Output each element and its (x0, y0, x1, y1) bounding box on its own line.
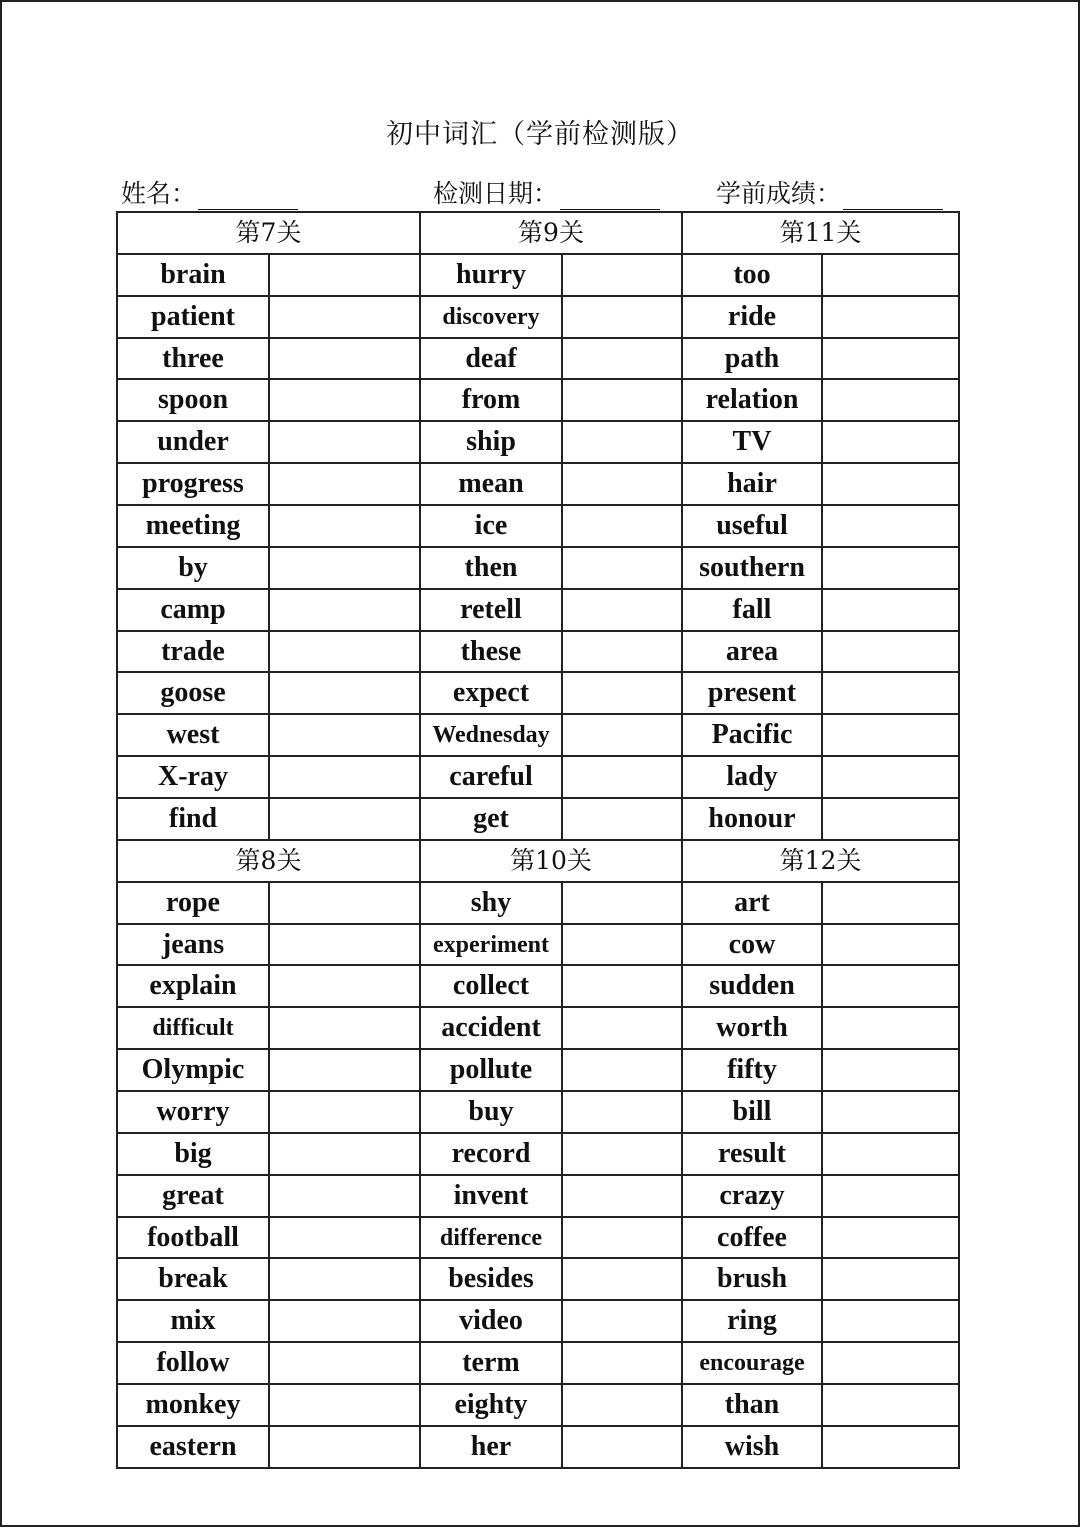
answer-cell[interactable] (822, 1384, 959, 1426)
table-row (117, 798, 959, 840)
answer-cell[interactable] (822, 1175, 959, 1217)
vocab-word: jeans (117, 924, 269, 966)
vocab-word: difference (420, 1217, 562, 1259)
vocab-word: brush (682, 1258, 822, 1300)
vocab-word: get (420, 798, 562, 840)
answer-cell[interactable] (822, 882, 959, 924)
answer-cell[interactable] (562, 1133, 682, 1175)
vocab-word: Olympic (117, 1049, 269, 1091)
vocab-word: then (420, 547, 562, 589)
answer-cell[interactable] (269, 1258, 420, 1300)
vocab-word: buy (420, 1091, 562, 1133)
answer-cell[interactable] (822, 547, 959, 589)
table-row (117, 1258, 959, 1300)
answer-cell[interactable] (562, 1091, 682, 1133)
vocab-word: worth (682, 1007, 822, 1049)
answer-cell[interactable] (269, 589, 420, 631)
vocab-word: area (682, 631, 822, 673)
vocab-word: ring (682, 1300, 822, 1342)
vocab-word: find (117, 798, 269, 840)
vocab-word: difficult (117, 1007, 269, 1049)
answer-cell[interactable] (822, 714, 959, 756)
answer-cell[interactable] (562, 254, 682, 296)
vocab-word: deaf (420, 338, 562, 380)
table-row (117, 631, 959, 673)
vocab-word: spoon (117, 379, 269, 421)
vocab-word: mean (420, 463, 562, 505)
table-row (117, 1342, 959, 1384)
level-header: 第7关 (117, 212, 420, 254)
vocab-word: accident (420, 1007, 562, 1049)
answer-cell[interactable] (562, 1342, 682, 1384)
answer-cell[interactable] (562, 463, 682, 505)
vocab-word: expect (420, 672, 562, 714)
answer-cell[interactable] (822, 338, 959, 380)
answer-cell[interactable] (269, 338, 420, 380)
vocab-word: progress (117, 463, 269, 505)
level-header: 第12关 (682, 840, 959, 882)
name-blank[interactable] (198, 183, 298, 210)
vocab-word: under (117, 421, 269, 463)
answer-cell[interactable] (269, 924, 420, 966)
table-row (117, 338, 959, 380)
answer-cell[interactable] (269, 421, 420, 463)
level-header: 第9关 (420, 212, 682, 254)
answer-cell[interactable] (269, 965, 420, 1007)
answer-cell[interactable] (562, 1049, 682, 1091)
answer-cell[interactable] (822, 1049, 959, 1091)
vocab-table (116, 211, 960, 1469)
answer-cell[interactable] (562, 421, 682, 463)
answer-cell[interactable] (562, 631, 682, 673)
table-row (117, 254, 959, 296)
table-row (117, 1300, 959, 1342)
answer-cell[interactable] (269, 254, 420, 296)
vocab-word: shy (420, 882, 562, 924)
table-row (117, 1091, 959, 1133)
vocab-word: big (117, 1133, 269, 1175)
vocab-word: too (682, 254, 822, 296)
table-row (117, 924, 959, 966)
vocab-word: sudden (682, 965, 822, 1007)
table-row (117, 965, 959, 1007)
table-row (117, 589, 959, 631)
answer-cell[interactable] (269, 505, 420, 547)
vocab-word: ride (682, 296, 822, 338)
answer-cell[interactable] (562, 505, 682, 547)
vocab-word: present (682, 672, 822, 714)
vocab-word: eighty (420, 1384, 562, 1426)
vocab-word: three (117, 338, 269, 380)
answer-cell[interactable] (562, 1217, 682, 1259)
answer-cell[interactable] (562, 1258, 682, 1300)
vocab-word: cow (682, 924, 822, 966)
answer-cell[interactable] (822, 1133, 959, 1175)
answer-cell[interactable] (269, 1007, 420, 1049)
table-row (117, 296, 959, 338)
answer-cell[interactable] (562, 296, 682, 338)
vocab-word: explain (117, 965, 269, 1007)
vocab-word: term (420, 1342, 562, 1384)
vocab-word: southern (682, 547, 822, 589)
answer-cell[interactable] (562, 714, 682, 756)
answer-cell[interactable] (822, 379, 959, 421)
answer-cell[interactable] (822, 1217, 959, 1259)
vocab-word: rope (117, 882, 269, 924)
answer-cell[interactable] (822, 672, 959, 714)
vocab-word: video (420, 1300, 562, 1342)
level-header: 第11关 (682, 212, 959, 254)
vocab-word: these (420, 631, 562, 673)
answer-cell[interactable] (822, 1426, 959, 1468)
vocab-word: path (682, 338, 822, 380)
answer-cell[interactable] (269, 756, 420, 798)
vocab-word: X-ray (117, 756, 269, 798)
answer-cell[interactable] (822, 1300, 959, 1342)
answer-cell[interactable] (269, 547, 420, 589)
vocab-word: Wednesday (420, 714, 562, 756)
answer-cell[interactable] (269, 1300, 420, 1342)
answer-cell[interactable] (269, 1426, 420, 1468)
answer-cell[interactable] (822, 589, 959, 631)
answer-cell[interactable] (269, 1384, 420, 1426)
answer-cell[interactable] (562, 924, 682, 966)
answer-cell[interactable] (822, 965, 959, 1007)
answer-cell[interactable] (562, 338, 682, 380)
answer-cell[interactable] (562, 1384, 682, 1426)
answer-cell[interactable] (822, 463, 959, 505)
answer-cell[interactable] (562, 756, 682, 798)
vocab-word: fall (682, 589, 822, 631)
vocab-word: follow (117, 1342, 269, 1384)
answer-cell[interactable] (562, 589, 682, 631)
answer-cell[interactable] (562, 1175, 682, 1217)
answer-cell[interactable] (269, 1342, 420, 1384)
table-row (117, 1007, 959, 1049)
table-row (117, 1133, 959, 1175)
answer-cell[interactable] (269, 1217, 420, 1259)
answer-cell[interactable] (562, 1007, 682, 1049)
vocab-word: worry (117, 1091, 269, 1133)
vocab-word: ship (420, 421, 562, 463)
vocab-word: hurry (420, 254, 562, 296)
answer-cell[interactable] (822, 505, 959, 547)
level-header: 第10关 (420, 840, 682, 882)
answer-cell[interactable] (822, 798, 959, 840)
info-row (0, 174, 1080, 210)
vocab-word: retell (420, 589, 562, 631)
vocab-word: collect (420, 965, 562, 1007)
name-field[interactable] (121, 174, 298, 210)
answer-cell[interactable] (822, 756, 959, 798)
table-row (117, 714, 959, 756)
vocab-word: discovery (420, 296, 562, 338)
answer-cell[interactable] (269, 798, 420, 840)
vocab-word: break (117, 1258, 269, 1300)
vocab-word: lady (682, 756, 822, 798)
table-row (117, 505, 959, 547)
answer-cell[interactable] (269, 296, 420, 338)
vocab-word: mix (117, 1300, 269, 1342)
vocab-word: trade (117, 631, 269, 673)
answer-cell[interactable] (562, 547, 682, 589)
answer-cell[interactable] (822, 924, 959, 966)
vocab-word: by (117, 547, 269, 589)
score-blank[interactable] (843, 183, 943, 210)
vocab-word: great (117, 1175, 269, 1217)
vocab-word: from (420, 379, 562, 421)
answer-cell[interactable] (822, 421, 959, 463)
table-row (117, 882, 959, 924)
vocab-word: crazy (682, 1175, 822, 1217)
vocab-word: relation (682, 379, 822, 421)
answer-cell[interactable] (269, 882, 420, 924)
vocab-word: her (420, 1426, 562, 1468)
vocab-word: coffee (682, 1217, 822, 1259)
vocab-word: wish (682, 1426, 822, 1468)
vocab-word: hair (682, 463, 822, 505)
section-header-row (117, 840, 959, 882)
answer-cell[interactable] (562, 1426, 682, 1468)
score-field[interactable] (716, 174, 943, 210)
table-row (117, 421, 959, 463)
answer-cell[interactable] (269, 1133, 420, 1175)
score-label: 学前成绩： (716, 179, 842, 208)
vocab-word: TV (682, 421, 822, 463)
vocab-word: west (117, 714, 269, 756)
vocab-word: besides (420, 1258, 562, 1300)
page-title: 初中词汇（学前检测版） (386, 119, 694, 150)
date-field[interactable] (433, 174, 660, 210)
vocab-word: goose (117, 672, 269, 714)
vocab-word: meeting (117, 505, 269, 547)
vocab-word: useful (682, 505, 822, 547)
answer-cell[interactable] (269, 463, 420, 505)
table-row (117, 672, 959, 714)
answer-cell[interactable] (562, 379, 682, 421)
answer-cell[interactable] (822, 1007, 959, 1049)
section-header-row (117, 212, 959, 254)
table-row (117, 1426, 959, 1468)
vocab-word: eastern (117, 1426, 269, 1468)
answer-cell[interactable] (562, 882, 682, 924)
answer-cell[interactable] (562, 672, 682, 714)
answer-cell[interactable] (822, 1258, 959, 1300)
vocab-word: camp (117, 589, 269, 631)
answer-cell[interactable] (269, 1049, 420, 1091)
date-blank[interactable] (560, 183, 660, 210)
table-row (117, 756, 959, 798)
vocab-word: monkey (117, 1384, 269, 1426)
answer-cell[interactable] (562, 798, 682, 840)
vocab-word: brain (117, 254, 269, 296)
vocab-word: football (117, 1217, 269, 1259)
vocab-word: pollute (420, 1049, 562, 1091)
answer-cell[interactable] (562, 1300, 682, 1342)
vocab-word: than (682, 1384, 822, 1426)
answer-cell[interactable] (562, 965, 682, 1007)
table-row (117, 463, 959, 505)
name-label: 姓名： (121, 179, 197, 208)
date-label: 检测日期： (433, 179, 559, 208)
vocab-word: patient (117, 296, 269, 338)
table-row (117, 379, 959, 421)
answer-cell[interactable] (269, 379, 420, 421)
table-row (117, 1217, 959, 1259)
vocab-word: honour (682, 798, 822, 840)
answer-cell[interactable] (822, 1342, 959, 1384)
answer-cell[interactable] (269, 631, 420, 673)
table-row (117, 1175, 959, 1217)
vocab-word: ice (420, 505, 562, 547)
table-row (117, 547, 959, 589)
answer-cell[interactable] (822, 254, 959, 296)
answer-cell[interactable] (269, 672, 420, 714)
answer-cell[interactable] (822, 1091, 959, 1133)
answer-cell[interactable] (269, 1175, 420, 1217)
vocab-word: Pacific (682, 714, 822, 756)
answer-cell[interactable] (269, 714, 420, 756)
answer-cell[interactable] (269, 1091, 420, 1133)
vocab-word: experiment (420, 924, 562, 966)
vocab-word: art (682, 882, 822, 924)
table-row (117, 1384, 959, 1426)
answer-cell[interactable] (822, 296, 959, 338)
vocab-word: fifty (682, 1049, 822, 1091)
vocab-word: bill (682, 1091, 822, 1133)
vocab-word: result (682, 1133, 822, 1175)
answer-cell[interactable] (822, 631, 959, 673)
table-row (117, 1049, 959, 1091)
vocab-word: careful (420, 756, 562, 798)
vocab-word: record (420, 1133, 562, 1175)
level-header: 第8关 (117, 840, 420, 882)
vocab-word: invent (420, 1175, 562, 1217)
vocab-word: encourage (682, 1342, 822, 1384)
